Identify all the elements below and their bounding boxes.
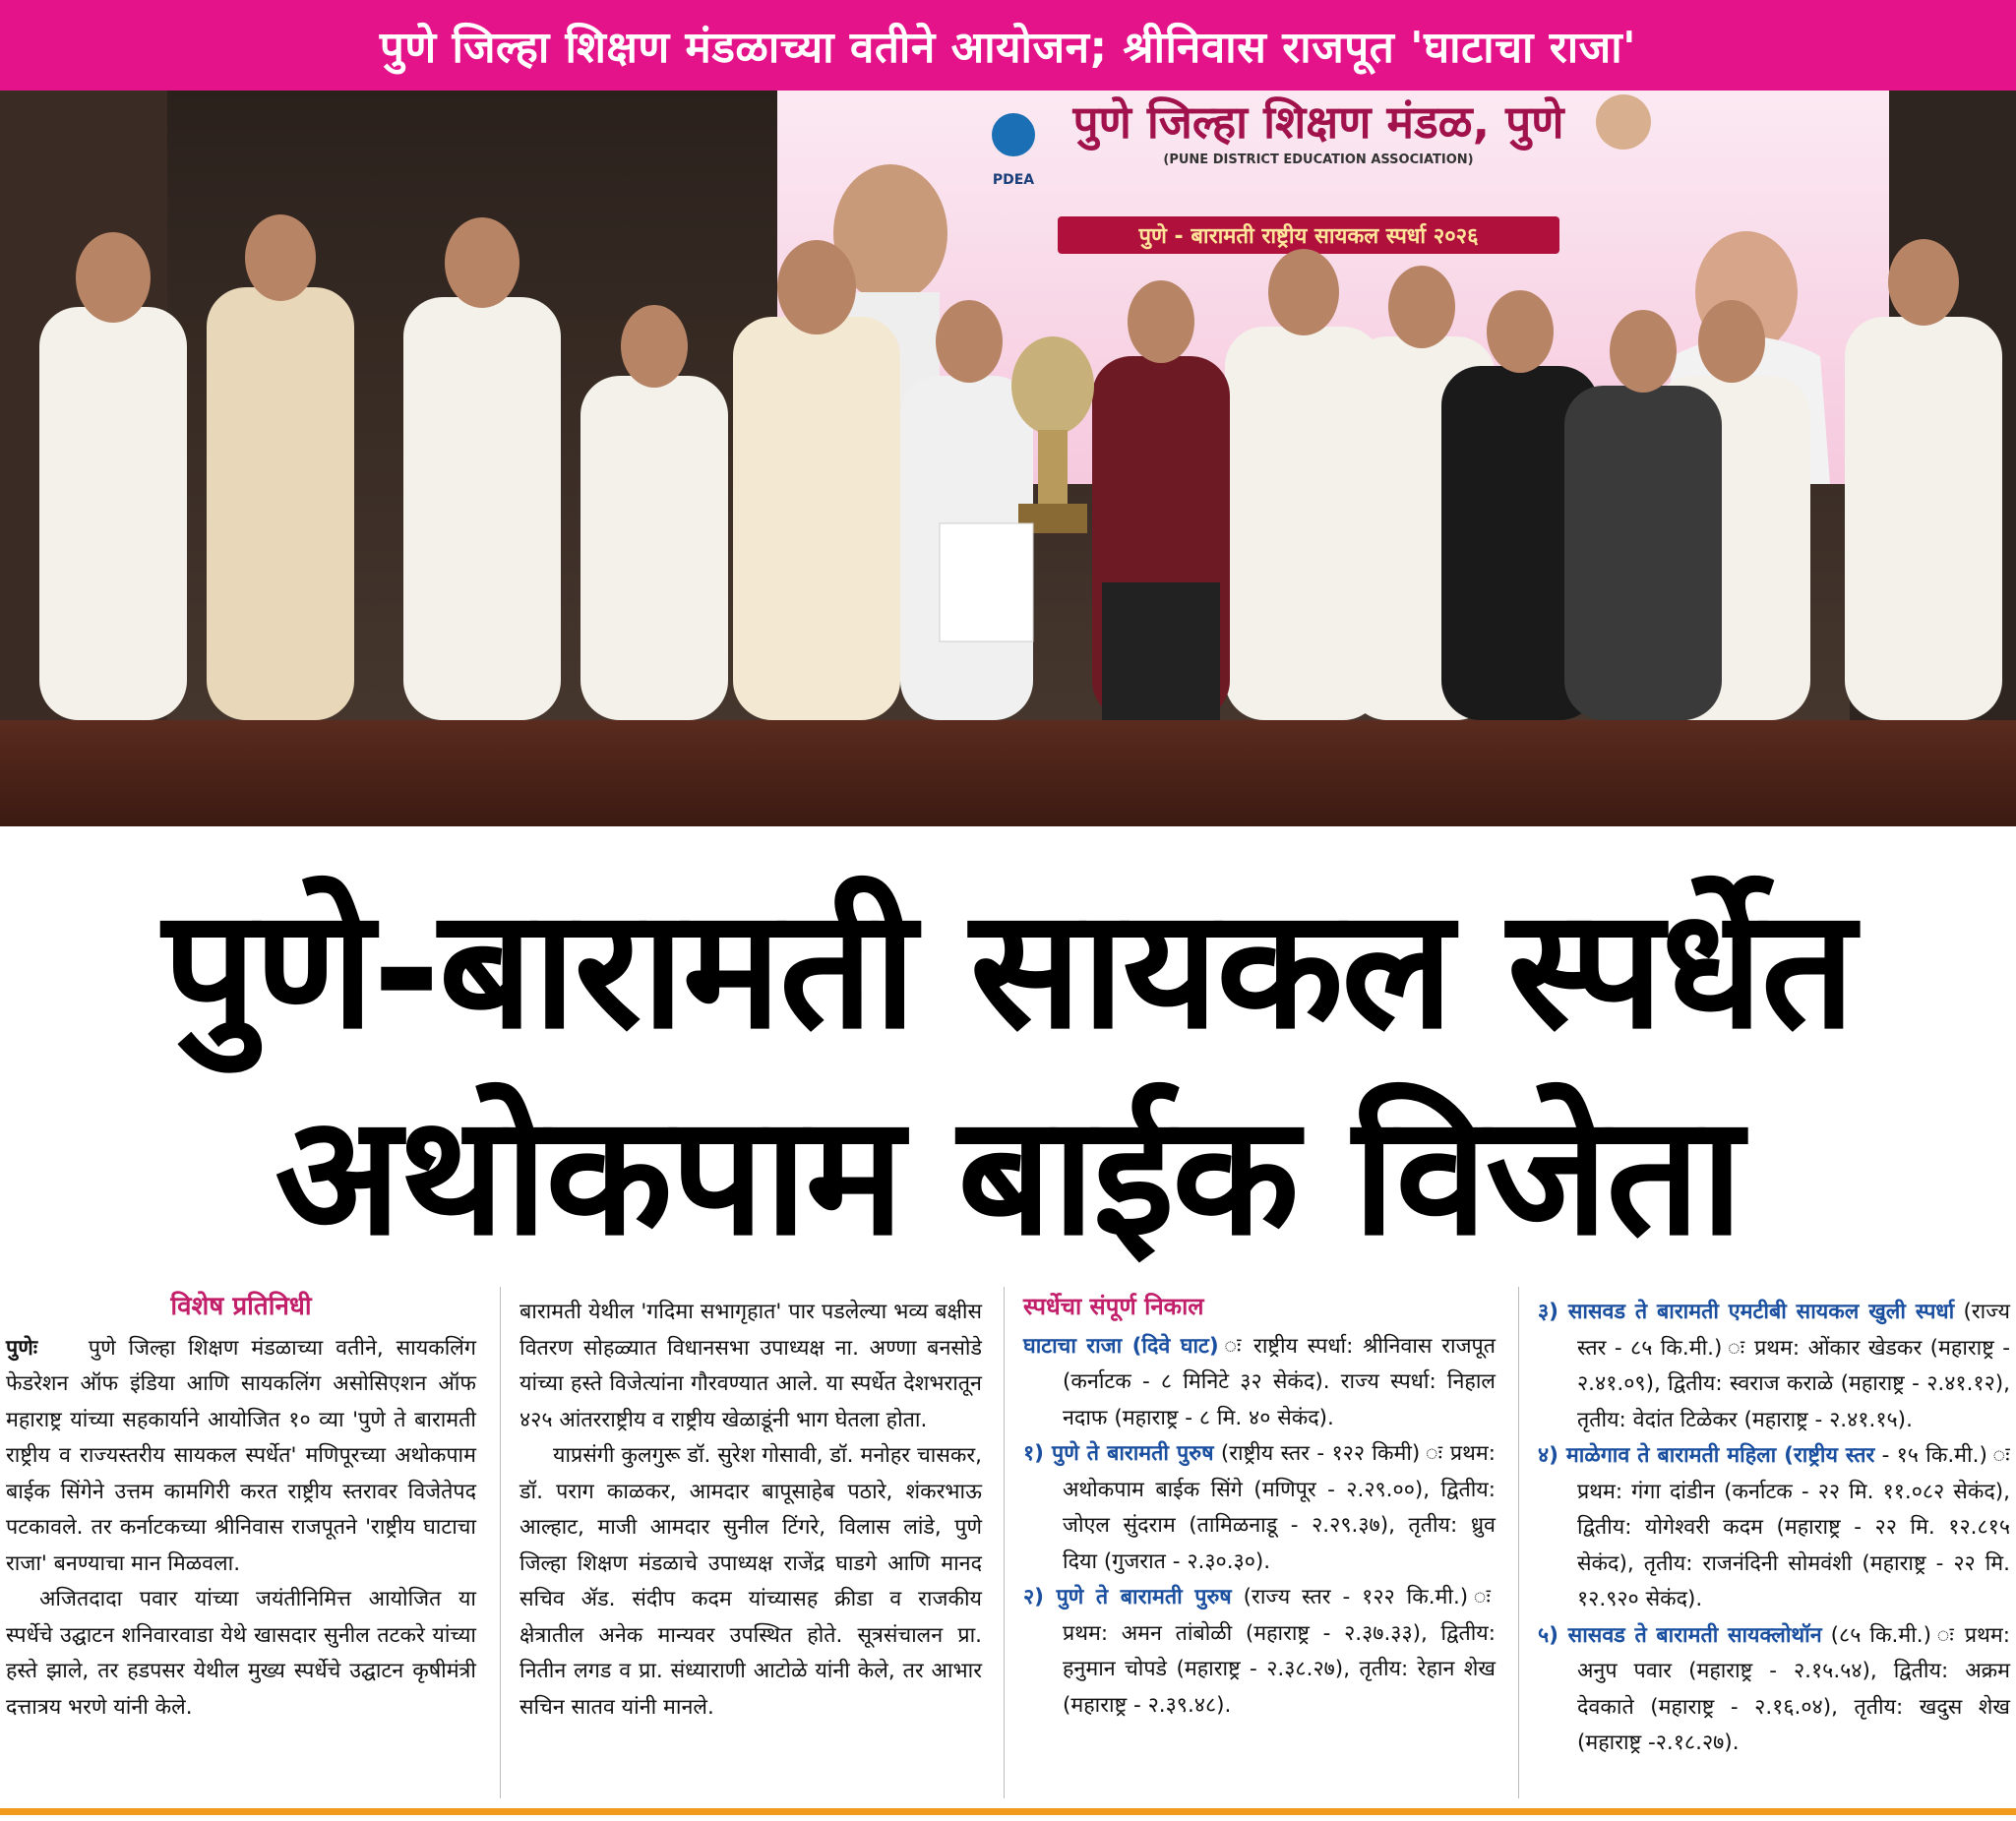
result-title: २) पुणे ते बारामती पुरुष [1023, 1585, 1232, 1609]
column-divider [500, 1287, 501, 1798]
paragraph-2: अजितदादा पवार यांच्या जयंतीनिमित्त आयोजित या स्पर्धेचे उद्घाटन शनिवारवाडा येथे खासदार सुनील तटकरे यांच्या हस्ते झाले, तर हडपसर येथील मुख्य स्पर्धेचे उद्घाटन कृषीमंत्री दत्तात्रय भरणे यांनी केले. [6, 1587, 476, 1720]
result-item [1023, 1580, 1496, 1724]
headline [0, 866, 2016, 1279]
stage-banner-subtitle: (PUNE DISTRICT EDUCATION ASSOCIATION) [1163, 152, 1474, 167]
result-item [1023, 1329, 1496, 1437]
result-title: ४) माळेगाव ते बारामती महिला (राष्ट्रीय स्तर [1538, 1443, 1875, 1468]
results-column-2 [1538, 1295, 2010, 1762]
paragraph-3: बारामती येथील 'गदिमा सभागृहात' पार पडलेल्या भव्य बक्षीस वितरण सोहळ्यात विधानसभा उपाध्यक्ष ना. अण्णा बनसोडे यांच्या हस्ते विजेत्यांना गौरवण्यात आले. या स्पर्धेत देशभरातून ४२५ आंतरराष्ट्रीय व राष्ट्रीय खेळाडूंनी भाग घेतला होता. [519, 1300, 982, 1432]
result-text: (राज्य स्तर - ८५ कि.मी.) ः प्रथम: ओंकार खेडकर (महाराष्ट्र - २.४१.०९), द्वितीय: स्वराज कराळे (महाराष्ट्र - २.४१.१२), तृतीय: वेदांत टिळेकर (महाराष्ट्र - २.४१.१५). [1577, 1300, 2010, 1432]
logo-text: PDEA [992, 172, 1035, 188]
event-title: पुणे - बारामती राष्ट्रीय सायकल स्पर्धा २०२६ [1138, 224, 1479, 249]
result-item [1538, 1618, 2010, 1762]
top-banner [0, 0, 2016, 91]
headline-line1: पुणे-बारामती सायकल स्पर्धेत [162, 873, 1854, 1065]
article-column-1 [6, 1289, 476, 1726]
result-title: घाटाचा राजा (दिवे घाट) [1023, 1333, 1219, 1359]
result-text: - १५ कि.मी.) ः प्रथम: गंगा दांडीन (कर्नाटक - २२ मि. ११.०८२ सेकंद), द्वितीय: योगेश्वरी कदम (महाराष्ट्र - २२ मि. १२.८१५ सेकंद), तृतीय: राजनंदिनी सोमवंशी (महाराष्ट्र - २२ मि. १२.९२० सेकंद). [1577, 1443, 2010, 1611]
pdea-logo-icon [992, 113, 1035, 156]
byline: विशेष प्रतिनिधी [170, 1292, 312, 1321]
paragraph-1 [6, 1331, 476, 1583]
result-item [1538, 1438, 2010, 1618]
bottom-rule [0, 1808, 2016, 1815]
result-item [1023, 1436, 1496, 1580]
top-banner-text: पुणे जिल्हा शिक्षण मंडळाच्या वतीने आयोजन; श्रीनिवास राजपूत 'घाटाचा राजा' [379, 23, 1637, 73]
results-heading: स्पर्धेचा संपूर्ण निकाल [1023, 1293, 1204, 1320]
result-title: १) पुणे ते बारामती पुरुष [1023, 1441, 1214, 1466]
result-title: ३) सासवड ते बारामती एमटीबी सायकल खुली स्पर्धा [1538, 1300, 1955, 1324]
result-text: (८५ कि.मी.) ः प्रथम: अनुप पवार (महाराष्ट्र - २.१५.५४), द्वितीय: अक्रम देवकाते (महाराष्ट्र - २.१६.०४), तृतीय: खदुस शेख (महाराष्ट्र -२.१८.२७). [1577, 1622, 2010, 1755]
column-divider [1518, 1287, 1519, 1798]
ceremony-photo [0, 91, 2016, 826]
certificate [940, 523, 1033, 641]
result-title: ५) सासवड ते बारामती सायक्लोथॉन [1538, 1622, 1822, 1648]
ceremony-photo-illustration [0, 91, 2016, 826]
result-item [1538, 1295, 2010, 1438]
results-column-1 [1023, 1289, 1496, 1724]
paragraph-4: याप्रसंगी कुलगुरू डॉ. सुरेश गोसावी, डॉ. मनोहर चासकर, डॉ. पराग काळकर, आमदार बापूसाहेब पठारे, शंकरभाऊ आल्हाट, माजी आमदार सुनील टिंगरे, विलास लांडे, पुणे जिल्हा शिक्षण मंडळाचे उपाध्यक्ष राजेंद्र घाडगे आणि मानद सचिव ॲड. संदीप कदम यांच्यासह क्रीडा व राजकीय क्षेत्रातील अनेक मान्यवर उपस्थित होते. सूत्रसंचालन प्रा. नितीन लगड व प्रा. संध्याराणी आटोळे यांनी केले, तर आभार सचिन सातव यांनी मानले. [519, 1443, 982, 1720]
result-text: (राज्य स्तर - १२२ कि.मी.) ः प्रथम: अमन तांबोळी (महाराष्ट्र - २.३७.३३), द्वितीय: हनुमान चोपडे (महाराष्ट्र - २.३८.२७), तृतीय: रेहान शेख (महाराष्ट्र - २.३९.४८). [1063, 1585, 1496, 1718]
dateline: पुणेः [6, 1335, 38, 1361]
result-text: ः राष्ट्रीय स्पर्धा: श्रीनिवास राजपूत (कर्नाटक - ८ मिनिटे ३२ सेकंद). राज्य स्पर्धा: निहाल नदाफ (महाराष्ट्र - ८ मि. ४० सेकंद). [1063, 1333, 1496, 1430]
paragraph-1-text: पुणे जिल्हा शिक्षण मंडळाच्या वतीने, सायकलिंग फेडरेशन ऑफ इंडिया आणि सायकलिंग असोसिएशन ऑफ महाराष्ट्र यांच्या सहकार्याने आयोजित १० व्या 'पुणे ते बारामती राष्ट्रीय व राज्यस्तरीय सायकल स्पर्धेत' मणिपूरच्या अथोकपाम बाईक सिंगेने उत्तम कामगिरी करत राष्ट्रीय स्तरावर विजेतेपद पटकावले. तर कर्नाटकच्या श्रीनिवास राजपूतने 'राष्ट्रीय घाटाचा राजा' बनण्याचा मान मिळवला. [6, 1335, 476, 1576]
headline-line2: अथोकपाम बाईक विजेता [275, 1079, 1741, 1272]
result-text: (राष्ट्रीय स्तर - १२२ किमी) ः प्रथम: अथोकपाम बाईक सिंगे (मणिपूर - २.२९.००), द्वितीय: जोएल सुंदराम (तामिळनाडू - २.२९.३७), तृतीय: ध्रुव दिया (गुजरात - २.३०.३०). [1063, 1441, 1496, 1574]
stage-banner-title: पुणे जिल्हा शिक्षण मंडळ, पुणे [1072, 95, 1564, 149]
article-column-2 [519, 1295, 982, 1726]
column-divider [1004, 1287, 1005, 1798]
